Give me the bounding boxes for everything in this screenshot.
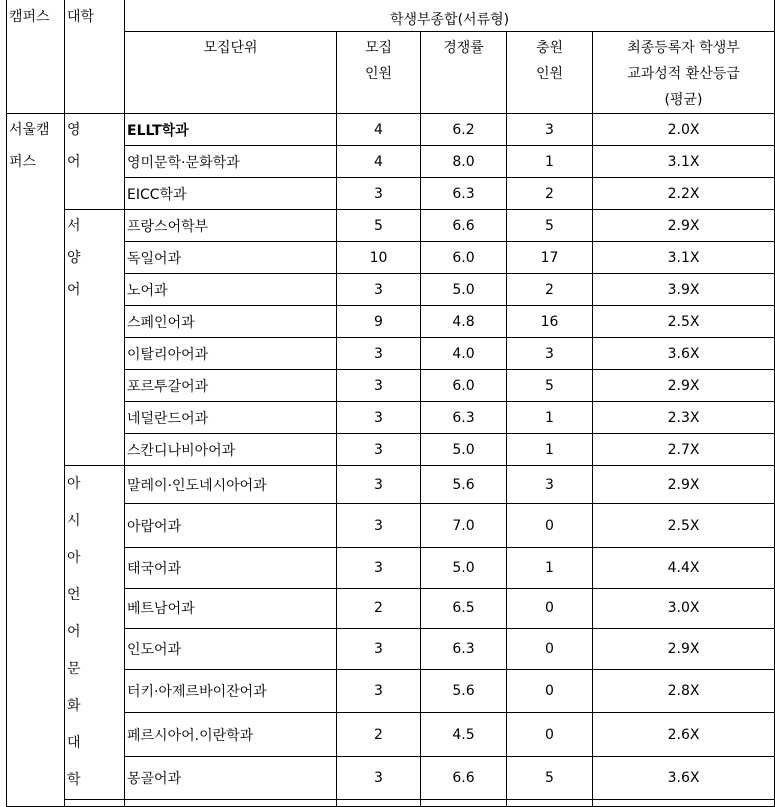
empty-cell <box>65 800 125 807</box>
ratio-cell: 6.0 <box>421 370 507 402</box>
empty-cell <box>337 800 421 807</box>
quota-cell: 9 <box>337 306 421 338</box>
quota-header: 모집 인원 <box>337 32 421 114</box>
grade-header: 최종등록자 학생부 교과성적 환산등급 (평균) <box>593 32 775 114</box>
ratio-cell: 8.0 <box>421 146 507 178</box>
fill-cell: 3 <box>507 114 593 146</box>
ratio-cell: 6.3 <box>421 629 507 670</box>
grade-cell: 2.2X <box>593 178 775 210</box>
table-row <box>7 210 775 242</box>
ratio-header: 경쟁률 <box>421 32 507 114</box>
table-row <box>7 114 775 146</box>
campus-label: 퍼스 <box>9 154 37 170</box>
group-header: 학생부종합(서류형) <box>125 0 775 32</box>
fill-cell: 3 <box>507 338 593 370</box>
quota-cell: 10 <box>337 242 421 274</box>
college-label-char: 서 <box>67 218 81 234</box>
grade-cell: 3.6X <box>593 756 775 799</box>
fill-cell: 1 <box>507 434 593 466</box>
college-label-char: 영 <box>67 122 81 138</box>
quota-cell: 3 <box>337 434 421 466</box>
unit-cell: EICC학과 <box>125 178 337 210</box>
unit-cell: 터키·아제르바이잔어과 <box>125 670 337 713</box>
unit-cell: 몽골어과 <box>125 756 337 799</box>
fill-cell: 1 <box>507 146 593 178</box>
ratio-cell: 7.0 <box>421 504 507 547</box>
unit-header: 모집단위 <box>125 32 337 114</box>
unit-cell: 영미문학·문화학과 <box>125 146 337 178</box>
college-label-char: 언 <box>67 587 81 603</box>
grade-cell: 2.9X <box>593 370 775 402</box>
unit-cell: 스페인어과 <box>125 306 337 338</box>
grade-cell: 3.1X <box>593 242 775 274</box>
ratio-cell: 6.5 <box>421 588 507 629</box>
unit-cell: 노어과 <box>125 274 337 306</box>
ratio-cell: 6.3 <box>421 402 507 434</box>
grade-cell: 3.9X <box>593 274 775 306</box>
empty-cell <box>125 800 337 807</box>
college-label-char: 화 <box>67 698 81 714</box>
ratio-cell: 6.3 <box>421 178 507 210</box>
empty-cell <box>593 800 775 807</box>
unit-cell: 베트남어과 <box>125 588 337 629</box>
unit-cell: ELLT학과 <box>125 114 337 146</box>
quota-cell: 3 <box>337 756 421 799</box>
unit-cell: 말레이·인도네시아어과 <box>125 466 337 504</box>
unit-cell: 페르시아어.이란학과 <box>125 713 337 756</box>
quota-cell: 3 <box>337 178 421 210</box>
ratio-cell: 4.0 <box>421 338 507 370</box>
quota-cell: 3 <box>337 547 421 588</box>
quota-cell: 3 <box>337 504 421 547</box>
ratio-cell: 6.6 <box>421 210 507 242</box>
unit-cell: 이탈리아어과 <box>125 338 337 370</box>
ratio-cell: 4.5 <box>421 713 507 756</box>
ratio-cell: 6.2 <box>421 114 507 146</box>
empty-cell <box>421 800 507 807</box>
quota-cell: 3 <box>337 402 421 434</box>
college-label-char: 아 <box>67 550 81 566</box>
unit-cell: 아랍어과 <box>125 504 337 547</box>
grade-cell: 2.5X <box>593 306 775 338</box>
ratio-cell: 6.0 <box>421 242 507 274</box>
college-label-char: 문 <box>67 661 81 677</box>
quota-cell: 5 <box>337 210 421 242</box>
quota-cell: 3 <box>337 338 421 370</box>
fill-cell: 0 <box>507 504 593 547</box>
ratio-cell: 5.0 <box>421 547 507 588</box>
college-label-char: 대 <box>67 735 81 751</box>
quota-cell: 3 <box>337 466 421 504</box>
grade-cell: 2.5X <box>593 504 775 547</box>
quota-cell: 2 <box>337 713 421 756</box>
grade-cell: 3.0X <box>593 588 775 629</box>
quota-cell: 3 <box>337 629 421 670</box>
college-label-char: 어 <box>67 282 81 298</box>
college-cell <box>65 466 125 800</box>
ratio-cell: 5.0 <box>421 434 507 466</box>
quota-cell: 3 <box>337 274 421 306</box>
college-label-char: 양 <box>67 250 81 266</box>
fill-cell: 0 <box>507 588 593 629</box>
college-header: 대학 <box>65 0 125 114</box>
fill-cell: 0 <box>507 629 593 670</box>
grade-cell: 2.3X <box>593 402 775 434</box>
grade-cell: 2.9X <box>593 629 775 670</box>
fill-cell: 0 <box>507 713 593 756</box>
grade-cell: 2.9X <box>593 466 775 504</box>
fill-header: 충원 인원 <box>507 32 593 114</box>
grade-cell: 2.0X <box>593 114 775 146</box>
unit-cell: 포르투갈어과 <box>125 370 337 402</box>
ratio-cell: 5.6 <box>421 670 507 713</box>
unit-cell: 인도어과 <box>125 629 337 670</box>
college-label-char: 아 <box>67 476 81 492</box>
quota-cell: 3 <box>337 370 421 402</box>
fill-cell: 2 <box>507 274 593 306</box>
college-label-char: 학 <box>67 772 81 788</box>
campus-cell <box>7 114 65 807</box>
grade-cell: 3.1X <box>593 146 775 178</box>
quota-cell: 2 <box>337 588 421 629</box>
quota-cell: 4 <box>337 114 421 146</box>
unit-cell: 태국어과 <box>125 547 337 588</box>
grade-cell: 2.9X <box>593 210 775 242</box>
fill-cell: 16 <box>507 306 593 338</box>
campus-header: 캠퍼스 <box>7 0 65 114</box>
quota-cell: 4 <box>337 146 421 178</box>
fill-cell: 5 <box>507 756 593 799</box>
fill-cell: 1 <box>507 547 593 588</box>
table-row-cut <box>7 800 775 807</box>
campus-label: 서울캠 <box>9 122 50 138</box>
college-label-char: 어 <box>67 624 81 640</box>
grade-cell: 2.7X <box>593 434 775 466</box>
table-row <box>7 466 775 504</box>
header-row-1 <box>7 0 775 32</box>
grade-cell: 4.4X <box>593 547 775 588</box>
college-cell <box>65 114 125 210</box>
ratio-cell: 5.0 <box>421 274 507 306</box>
ratio-cell: 5.6 <box>421 466 507 504</box>
grade-cell: 2.8X <box>593 670 775 713</box>
unit-cell: 스칸디나비아어과 <box>125 434 337 466</box>
college-cell <box>65 210 125 466</box>
fill-cell: 5 <box>507 210 593 242</box>
fill-cell: 2 <box>507 178 593 210</box>
unit-cell: 독일어과 <box>125 242 337 274</box>
grade-cell: 2.6X <box>593 713 775 756</box>
unit-cell: 프랑스어학부 <box>125 210 337 242</box>
fill-cell: 5 <box>507 370 593 402</box>
quota-cell: 3 <box>337 670 421 713</box>
fill-cell: 17 <box>507 242 593 274</box>
admission-table <box>6 0 775 807</box>
fill-cell: 1 <box>507 402 593 434</box>
unit-cell: 네덜란드어과 <box>125 402 337 434</box>
fill-cell: 3 <box>507 466 593 504</box>
ratio-cell: 4.8 <box>421 306 507 338</box>
ratio-cell: 6.6 <box>421 756 507 799</box>
college-label-char: 어 <box>67 154 81 170</box>
fill-cell: 0 <box>507 670 593 713</box>
empty-cell <box>507 800 593 807</box>
college-label-char: 시 <box>67 513 81 529</box>
grade-cell: 3.6X <box>593 338 775 370</box>
